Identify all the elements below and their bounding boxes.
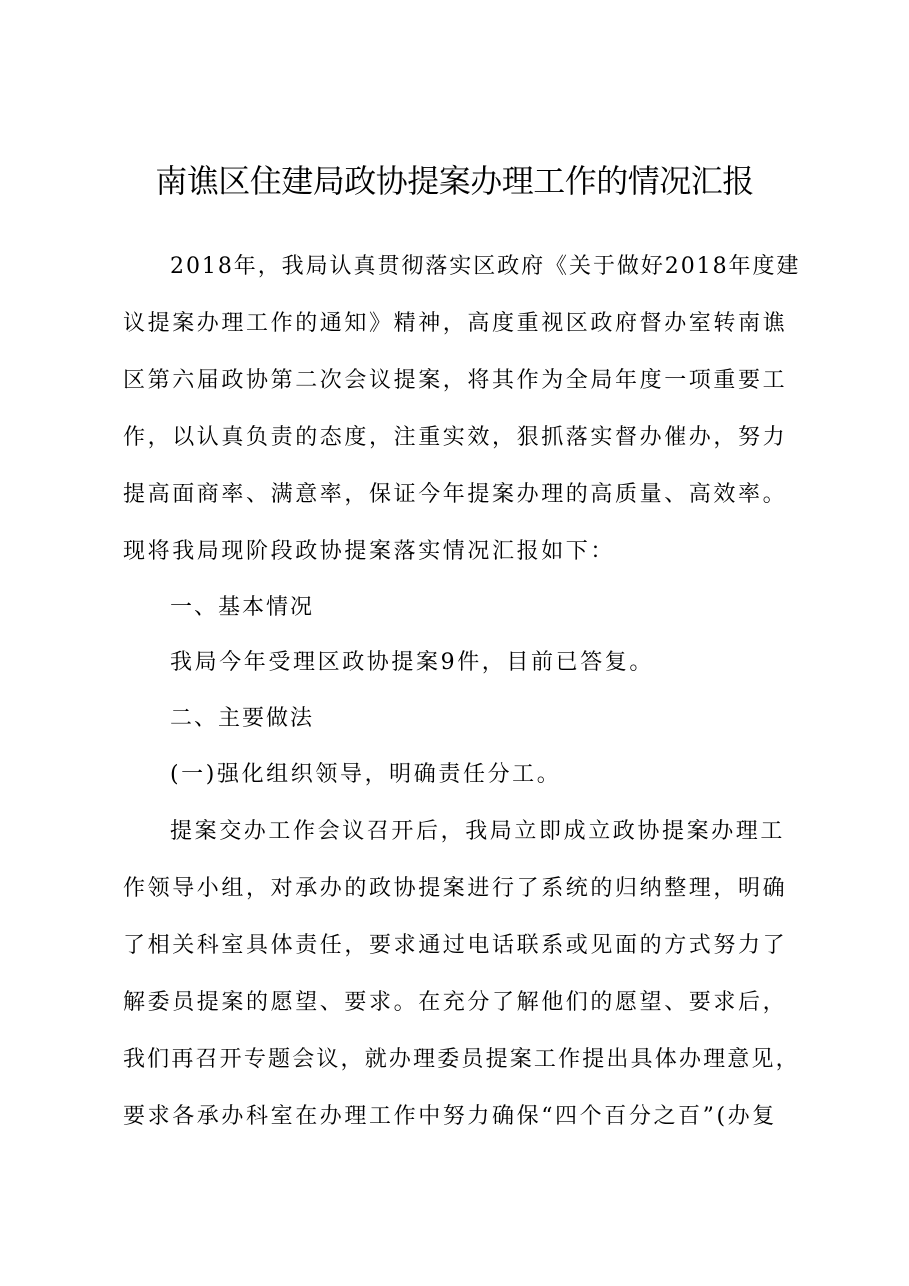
paragraph-line: 要求各承办科室在办理工作中努力确保“四个百分之百”(办复 bbox=[123, 1104, 777, 1129]
paragraph-line: 我局今年受理区政协提案9件，目前已答复。 bbox=[170, 650, 654, 675]
paragraph-line: 议提案办理工作的通知》精神，高度重视区政府督办室转南谯 bbox=[123, 311, 788, 336]
paragraph-line: 2018年，我局认真贯彻落实区政府《关于做好2018年度建 bbox=[170, 254, 801, 279]
paragraph-line: 提案交办工作会议召开后，我局立即成立政协提案办理工 bbox=[170, 819, 786, 844]
paragraph-line: 现将我局现阶段政协提案落实情况汇报如下： bbox=[123, 539, 616, 564]
paragraph-line: 解委员提案的愿望、要求。在充分了解他们的愿望、要求后， bbox=[123, 990, 788, 1015]
section-heading-basic: 一、基本情况 bbox=[170, 595, 315, 620]
paragraph-line: 作，以认真负责的态度，注重实效，狠抓落实督办催办，努力 bbox=[123, 425, 788, 450]
subsection-heading: (一)强化组织领导，明确责任分工。 bbox=[170, 762, 562, 787]
document-title: 南谯区住建局政协提案办理工作的情况汇报 bbox=[155, 162, 754, 200]
section-heading-methods: 二、主要做法 bbox=[170, 706, 315, 731]
paragraph-line: 我们再召开专题会议，就办理委员提案工作提出具体办理意见， bbox=[123, 1047, 800, 1072]
paragraph-line: 了相关科室具体责任，要求通过电话联系或见面的方式努力了 bbox=[123, 933, 788, 958]
paragraph-line: 区第六届政协第二次会议提案，将其作为全局年度一项重要工 bbox=[123, 368, 788, 393]
paragraph-line: 提高面商率、满意率，保证今年提案办理的高质量、高效率。 bbox=[123, 482, 788, 507]
paragraph-line: 作领导小组，对承办的政协提案进行了系统的归纳整理，明确 bbox=[123, 876, 788, 901]
